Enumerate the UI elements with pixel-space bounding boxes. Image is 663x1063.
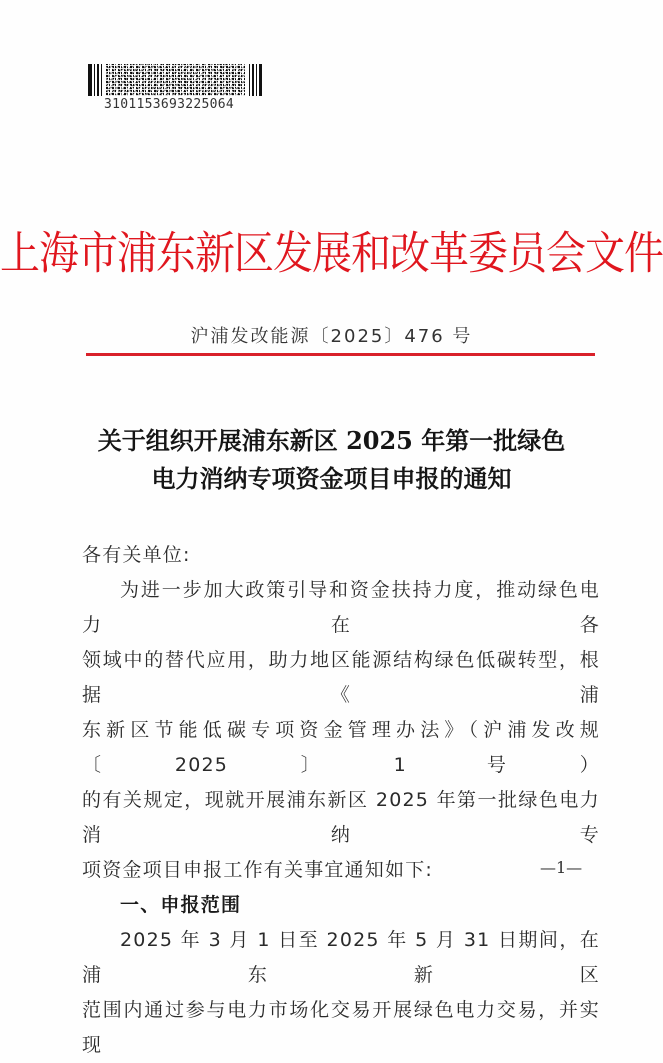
document-title (0, 422, 663, 498)
barcode-left-guard (88, 64, 102, 96)
document-number: 沪浦发改能源〔2025〕476 号 (190, 326, 473, 347)
barcode-number: 3101153693225064 (104, 97, 235, 112)
section-heading: 一、申报范围 (120, 894, 242, 916)
paragraph-line: 东新区节能低碳专项资金管理办法》（沪浦发改规〔2025〕1 号） (82, 719, 600, 776)
paragraph-line: 为进一步加大政策引导和资金扶持力度，推动绿色电力在各 (82, 579, 600, 636)
paragraph-line: 领域中的替代应用，助力地区能源结构绿色低碳转型，根据《浦 (82, 649, 600, 706)
page-number: —1— (540, 858, 583, 877)
title-line-1: 关于组织开展浦东新区 2025 年第一批绿色 (97, 426, 566, 455)
red-divider-rule (86, 353, 595, 356)
paragraph-line: 2025 年 3 月 1 日至 2025 年 5 月 31 日期间，在浦东新区 (82, 929, 600, 986)
paragraph-line: 的有关规定，现就开展浦东新区 2025 年第一批绿色电力消纳专 (82, 789, 600, 846)
title-line-2: 电力消纳专项资金项目申报的通知 (151, 464, 512, 493)
document-body (82, 538, 600, 1063)
document-barcode (88, 64, 262, 96)
paragraph-line: 范围内通过参与电力市场化交易开展绿色电力交易，并实现 (82, 999, 600, 1056)
paragraph-line: 项资金项目申报工作有关事宜通知如下: (82, 859, 434, 881)
barcode-right-guard (249, 64, 262, 96)
issuer-title: 上海市浦东新区发展和改革委员会文件 (0, 228, 663, 280)
salutation: 各有关单位: (82, 544, 191, 566)
barcode-matrix (106, 64, 245, 96)
